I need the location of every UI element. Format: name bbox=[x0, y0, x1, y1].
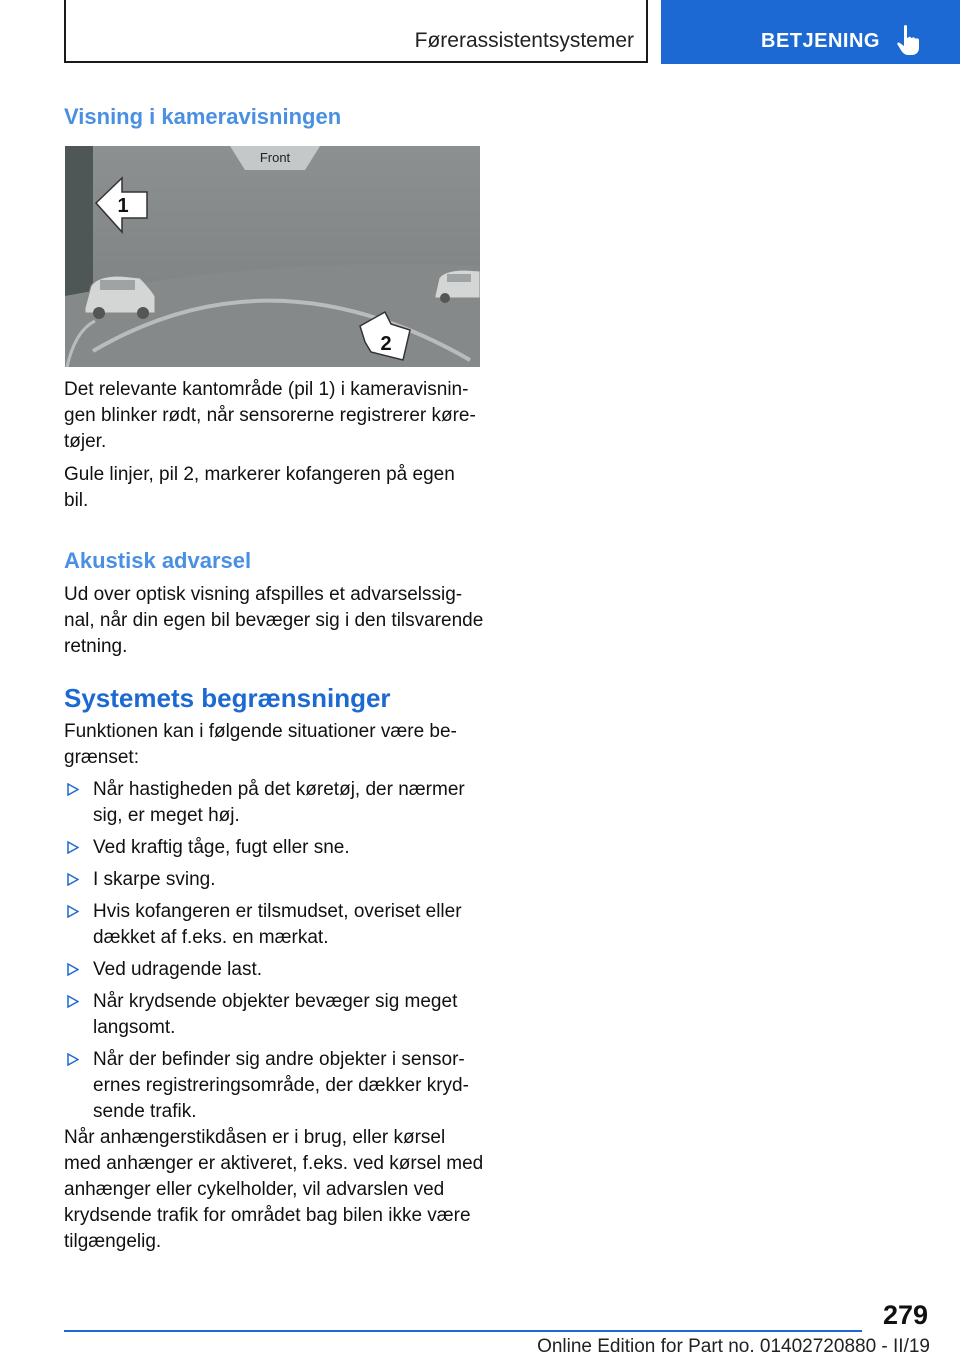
list-item bbox=[64, 835, 484, 861]
arrow-2-label: 2 bbox=[380, 333, 392, 355]
heading-camera-view: Visning i kameravisningen bbox=[64, 104, 342, 129]
list-item bbox=[64, 957, 484, 983]
car-left-icon bbox=[85, 276, 155, 319]
list-item-text: Når krydsende objekter bevæger sig meget langsomt. bbox=[93, 991, 458, 1038]
section-title: Førerassistentsystemer bbox=[414, 29, 634, 52]
list-item-text: Når der befinder sig andre objekter i sensor-ernes registreringsområde, der dækker kryd-sende trafik. bbox=[93, 1049, 469, 1122]
list-item-text: Når hastigheden på det køretøj, der nærmer sig, er meget høj. bbox=[93, 779, 465, 826]
hand-pointer-icon bbox=[895, 24, 923, 56]
acoustic-para: Ud over optisk visning afspilles et advarselssig-nal, når din egen bil bevæger sig i den tilsvarende retning. bbox=[64, 584, 484, 657]
chapter-tab[interactable] bbox=[661, 0, 960, 64]
triangle-bullet-icon bbox=[67, 873, 79, 886]
list-item bbox=[64, 1047, 484, 1125]
camera-para-2: Gule linjer, pil 2, markerer kofangeren på egen bil. bbox=[64, 464, 455, 511]
front-label: Front bbox=[259, 150, 291, 165]
page-number: 279 bbox=[882, 1300, 928, 1330]
limits-list bbox=[64, 777, 484, 1131]
list-item bbox=[64, 899, 484, 951]
arrow-1-label: 1 bbox=[117, 195, 129, 217]
list-item-text: I skarpe sving. bbox=[93, 869, 216, 890]
chapter-tab-label: BETJENING bbox=[761, 30, 880, 52]
list-item bbox=[64, 777, 484, 829]
list-item-text: Ved kraftig tåge, fugt eller sne. bbox=[93, 837, 350, 858]
triangle-bullet-icon bbox=[67, 905, 79, 918]
limits-closing: Når anhængerstikdåsen er i brug, eller kørsel med anhænger er aktiveret, f.eks. ved kørsel med anhænger eller cykelholder, vil advarslen ved krydsende trafik for området bag bilen ikke være tilgængelig. bbox=[64, 1127, 484, 1252]
list-item-text: Ved udragende last. bbox=[93, 959, 263, 980]
triangle-bullet-icon bbox=[67, 841, 79, 854]
footer-divider bbox=[64, 1330, 862, 1332]
car-right-icon bbox=[435, 270, 480, 303]
edition-note: Online Edition for Part no. 01402720880 - II/19 bbox=[537, 1336, 930, 1357]
header-section-box bbox=[64, 0, 648, 63]
list-item bbox=[64, 989, 484, 1041]
heading-system-limits: Systemets begrænsninger bbox=[64, 683, 391, 713]
limits-intro: Funktionen kan i følgende situationer være be-grænset: bbox=[64, 721, 457, 768]
triangle-bullet-icon bbox=[67, 963, 79, 976]
list-item-text: Hvis kofangeren er tilsmudset, overiset eller dækket af f.eks. en mærkat. bbox=[93, 901, 462, 948]
triangle-bullet-icon bbox=[67, 995, 79, 1008]
camera-view-figure bbox=[65, 146, 480, 367]
camera-para-1: Det relevante kantområde (pil 1) i kameravisnin-gen blinker rødt, når sensorerne registrerer køre-tøjer. bbox=[64, 379, 476, 452]
triangle-bullet-icon bbox=[67, 1053, 79, 1066]
list-item bbox=[64, 867, 484, 893]
heading-acoustic-warning: Akustisk advarsel bbox=[64, 548, 252, 573]
triangle-bullet-icon bbox=[67, 783, 79, 796]
